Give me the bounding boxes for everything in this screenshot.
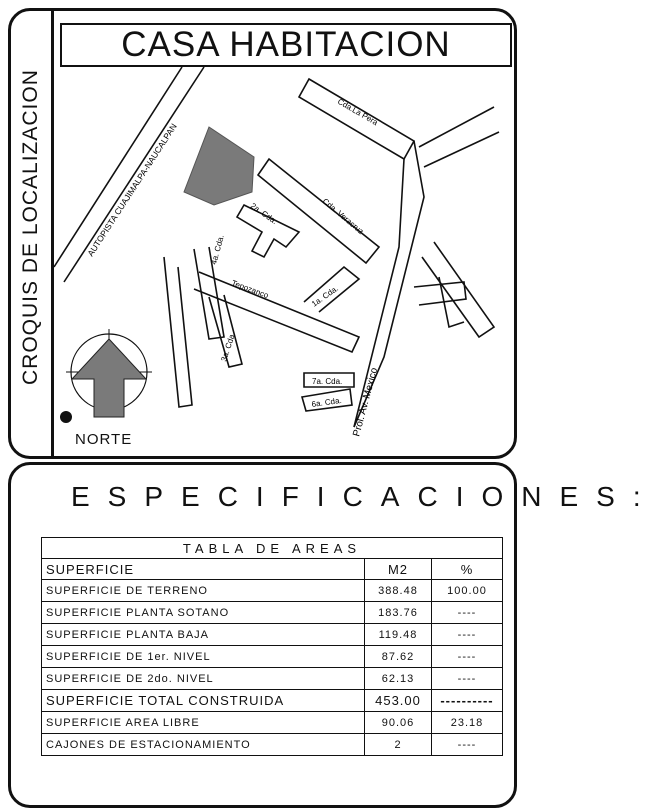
column-header: SUPERFICIE	[42, 559, 365, 580]
street-label-tepozanco: Tepozanco	[230, 278, 270, 301]
sun-icon	[60, 411, 72, 423]
row-label: SUPERFICIE DE TERRENO	[42, 580, 365, 602]
row-label: SUPERFICIE PLANTA BAJA	[42, 624, 365, 646]
row-m2: 453.00	[365, 690, 432, 712]
areas-table	[41, 537, 503, 756]
row-pct: ----	[432, 734, 503, 756]
row-label: SUPERFICIE TOTAL CONSTRUIDA	[42, 690, 365, 712]
row-m2: 119.48	[365, 624, 432, 646]
veracruz-road	[258, 159, 379, 263]
row-m2: 2	[365, 734, 432, 756]
row-pct: ----	[432, 602, 503, 624]
table-row	[42, 712, 503, 734]
row-m2: 388.48	[365, 580, 432, 602]
location-sketch-panel	[8, 8, 517, 459]
row-m2: 87.62	[365, 646, 432, 668]
row-pct: ----------	[432, 690, 503, 712]
table-row	[42, 602, 503, 624]
table-row	[42, 734, 503, 756]
row-pct: ----	[432, 624, 503, 646]
table-row	[42, 624, 503, 646]
row-m2: 62.13	[365, 668, 432, 690]
street-label-la-pera: Cda.La Pera	[336, 96, 380, 128]
table-row	[42, 646, 503, 668]
site-lot	[184, 127, 254, 205]
table-row	[42, 668, 503, 690]
row-pct: ----	[432, 668, 503, 690]
location-map	[54, 67, 510, 438]
north-arrow	[60, 329, 152, 423]
row-m2: 90.06	[365, 712, 432, 734]
row-pct: 23.18	[432, 712, 503, 734]
specifications-title: ESPECIFICACIONES:	[71, 481, 659, 512]
street-label-prol-mexico: Prol. Av. Mexico	[351, 366, 381, 438]
table-caption: TABLA DE AREAS	[42, 538, 503, 559]
street-label-1a-cda: 1a. Cda.	[309, 283, 340, 309]
column-header: M2	[365, 559, 432, 580]
specifications-panel	[8, 462, 659, 808]
street-label-3a-cda: 3a. Cda.	[219, 331, 238, 363]
row-pct: 100.00	[432, 580, 503, 602]
street-label-2a-cda: 2a. Cda.	[248, 201, 279, 226]
street-label-6a-cda: 6a. Cda.	[311, 395, 343, 409]
column-header: %	[432, 559, 503, 580]
row-label: SUPERFICIE DE 2do. NIVEL	[42, 668, 365, 690]
table-row-total	[42, 690, 503, 712]
autopista-road	[64, 67, 204, 282]
street-label-autopista: AUTOPISTA CUAJIMALPA-NAUCALPAN	[85, 121, 179, 259]
side-title: CROQUIS DE LOCALIZACION	[19, 69, 42, 385]
north-label: NORTE	[75, 431, 133, 448]
row-label: SUPERFICIE DE 1er. NIVEL	[42, 646, 365, 668]
street-label-veracruz: Cda. Veracruz	[320, 196, 366, 237]
la-pera-road	[299, 79, 414, 159]
row-pct: ----	[432, 646, 503, 668]
street-label-7a-cda: 7a. Cda.	[312, 377, 343, 386]
street-label-4a-cda: 4a. Cda.	[209, 233, 226, 266]
page-title: CASA HABITACION	[60, 23, 512, 67]
row-label: CAJONES DE ESTACIONAMIENTO	[42, 734, 365, 756]
table-row	[42, 580, 503, 602]
row-m2: 183.76	[365, 602, 432, 624]
row-label: SUPERFICIE PLANTA SOTANO	[42, 602, 365, 624]
row-label: SUPERFICIE AREA LIBRE	[42, 712, 365, 734]
table-header-row	[42, 559, 503, 580]
